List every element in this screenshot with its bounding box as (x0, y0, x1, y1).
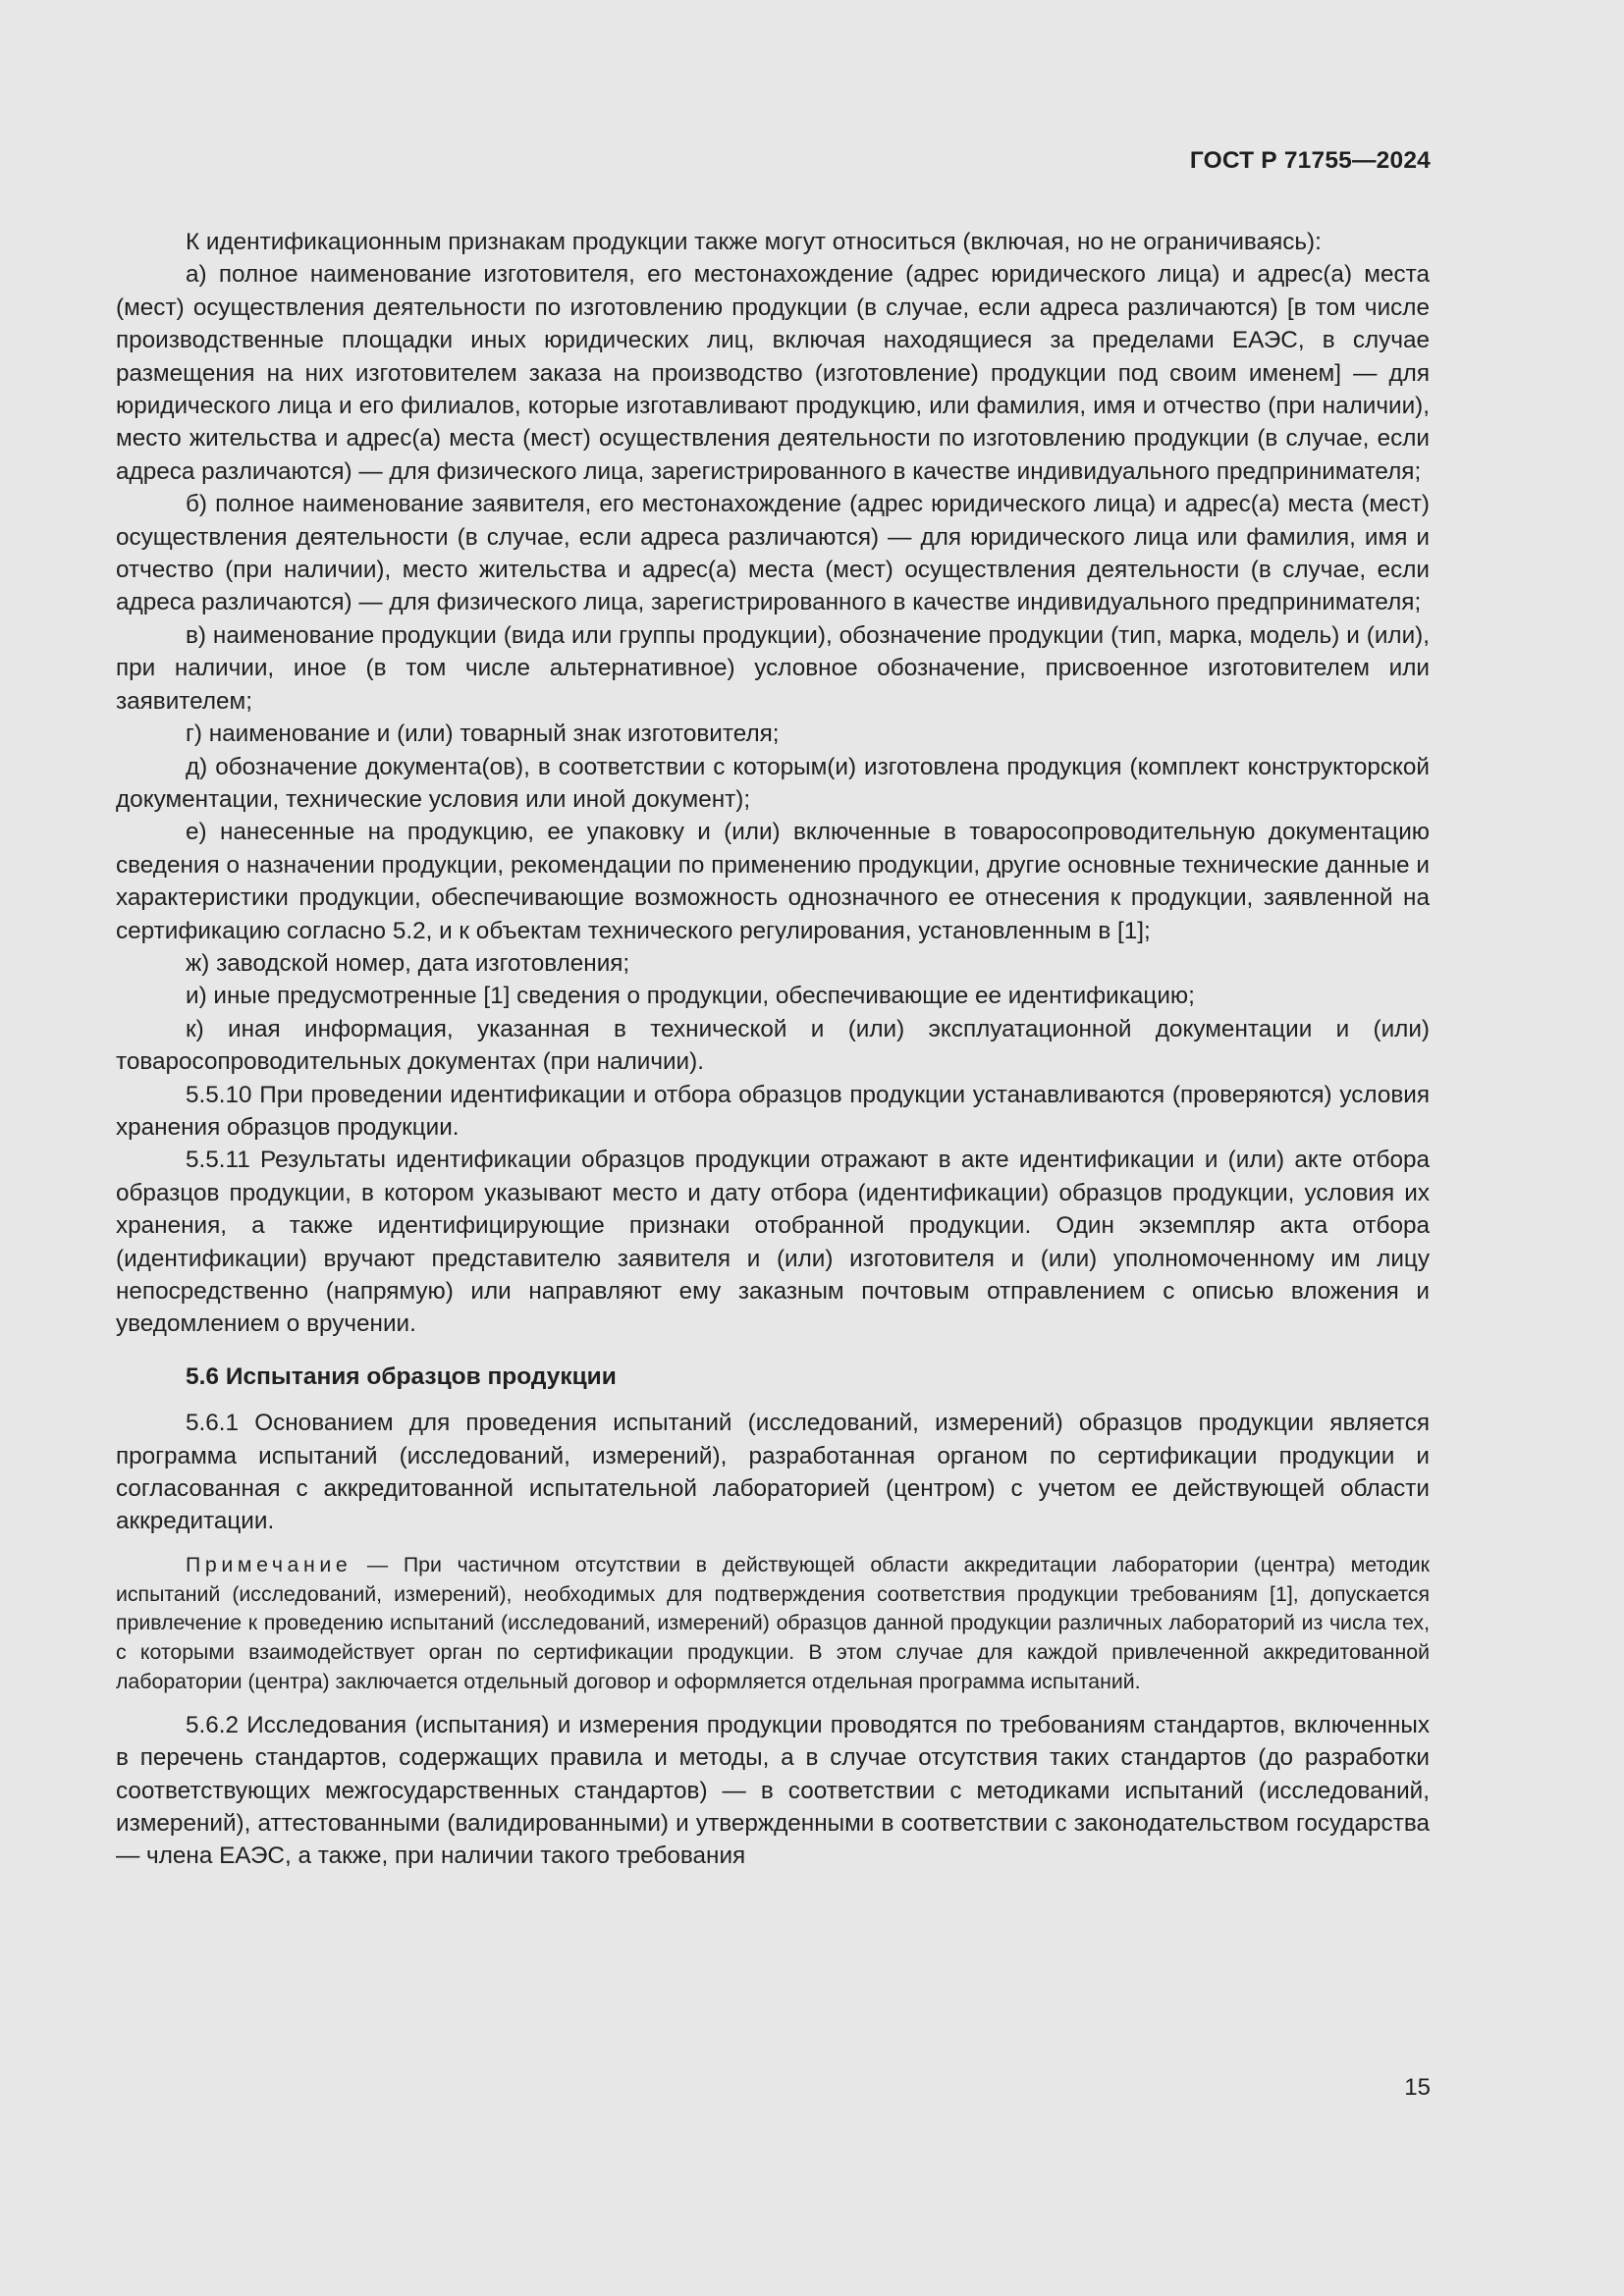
clause-5-5-11: 5.5.11 Результаты идентификации образцов продукции отражают в акте идентификации и (или) акте отбора образцов продукции, в котором указывают место и дату отбора (идентификации) образцов продукции, условия их хранения, а также идентифицирующие признаки отобранной продукции. Один экземпляр акта отбора (идентификации) вручают представителю заявителя и (или) изготовителя и (или) уполномоченному им лицу непосредственно (напрямую) или направляют ему заказным почтовым отправлением с описью вложения и уведомлением о вручении. (116, 1147, 1430, 1338)
list-item-k: к) иная информация, указанная в технической и (или) эксплуатационной документации и (или) товаросопроводительных документах (при наличии). (116, 1015, 1430, 1076)
paragraph-intro: К идентификационным признакам продукции также могут относиться (включая, но не ограничиваясь): (186, 229, 1322, 255)
clause-5-5-10: 5.5.10 При проведении идентификации и отбора образцов продукции устанавливаются (проверяются) условия хранения образцов продукции. (116, 1081, 1430, 1141)
note-text: — При частичном отсутствии в действующей области аккредитации лаборатории (центра) методик испытаний (исследований, измерений), необходимых для подтверждения соответствия продукции требованиям [1], допускается привлечение к проведению испытаний (исследований, измерений) образцов данной продукции различных лабораторий из числа тех, с которыми взаимодействует орган по сертификации продукции. В этом случае для каждой привлеченной аккредитованной лаборатории (центра) заключается отдельный договор и оформляется отдельная программа испытаний. (116, 1552, 1430, 1694)
page-body (116, 226, 1430, 1873)
list-item-e: е) нанесенные на продукцию, ее упаковку и (или) включенные в товаросопроводительную документацию сведения о назначении продукции, рекомендации по применению продукции, другие основные технические данные и характеристики продукции, обеспечивающие возможность однозначного ее отнесения к продукции, заявленной на сертификацию согласно 5.2, и к объектам технического регулирования, установленным в [1]; (116, 819, 1430, 944)
list-item-g: г) наименование и (или) товарный знак изготовителя; (186, 721, 780, 748)
list-item-b: б) полное наименование заявителя, его местонахождение (адрес юридического лица) и адрес(а) места (мест) осуществления деятельности (в случае, если адреса различаются) — для юридического лица или фамилия, имя и отчество (при наличии), место жительства и адрес(а) места (мест) осуществления деятельности (в случае, если адреса различаются) — для физического лица, зарегистрированного в качестве индивидуального предпринимателя; (116, 491, 1430, 616)
clause-5-6-2: 5.6.2 Исследования (испытания) и измерения продукции проводятся по требованиям стандартов, включенных в перечень стандартов, содержащих правила и методы, а в случае отсутствия таких стандартов (до разработки соответствующих межгосударственных стандартов) — в соответствии с методиками испытаний (исследований, измерений), аттестованными (валидированными) и утвержденными в соответствии с законодательством государства — члена ЕАЭС, а также, при наличии такого требования (116, 1711, 1430, 1870)
page-number: 15 (1404, 2074, 1431, 2101)
note-label: Примечание (186, 1552, 352, 1576)
section-heading: 5.6 Испытания образцов продукции (186, 1362, 617, 1390)
list-item-d: д) обозначение документа(ов), в соответствии с которым(и) изготовлена продукция (комплект конструкторской документации, технические условия или иной документ); (116, 753, 1430, 813)
clause-5-6-1: 5.6.1 Основанием для проведения испытаний (исследований, измерений) образцов продукции является программа испытаний (исследований, измерений), разработанная органом по сертификации продукции и согласованная с аккредитованной испытательной лабораторией (центром) с учетом ее действующей области аккредитации. (116, 1410, 1430, 1535)
list-item-i: и) иные предусмотренные [1] сведения о продукции, обеспечивающие ее идентификацию; (186, 983, 1195, 1010)
note (116, 1551, 1430, 1697)
list-item-v: в) наименование продукции (вида или группы продукции), обозначение продукции (тип, марка, модель) и (или), при наличии, иное (в том числе альтернативное) условное обозначение, присвоенное изготовителем или заявителем; (116, 621, 1430, 715)
list-item-a: а) полное наименование изготовителя, его местонахождение (адрес юридического лица) и адрес(а) места (мест) осуществления деятельности по изготовлению продукции (в случае, если адреса различаются) [в том числе производственные площадки иных юридических лиц, включая находящиеся за пределами ЕАЭС, в случае размещения на них изготовителем заказа на производство (изготовление) продукции под своим именем] — для юридического лица и его филиалов, которые изготавливают продукцию, или фамилия, имя и отчество (при наличии), место жительства и адрес(а) места (мест) осуществления деятельности по изготовлению продукции (в случае, если адреса различаются) — для физического лица, зарегистрированного в качестве индивидуального предпринимателя; (116, 261, 1430, 485)
document-code: ГОСТ Р 71755—2024 (1189, 147, 1431, 174)
list-item-zh: ж) заводской номер, дата изготовления; (186, 949, 630, 977)
